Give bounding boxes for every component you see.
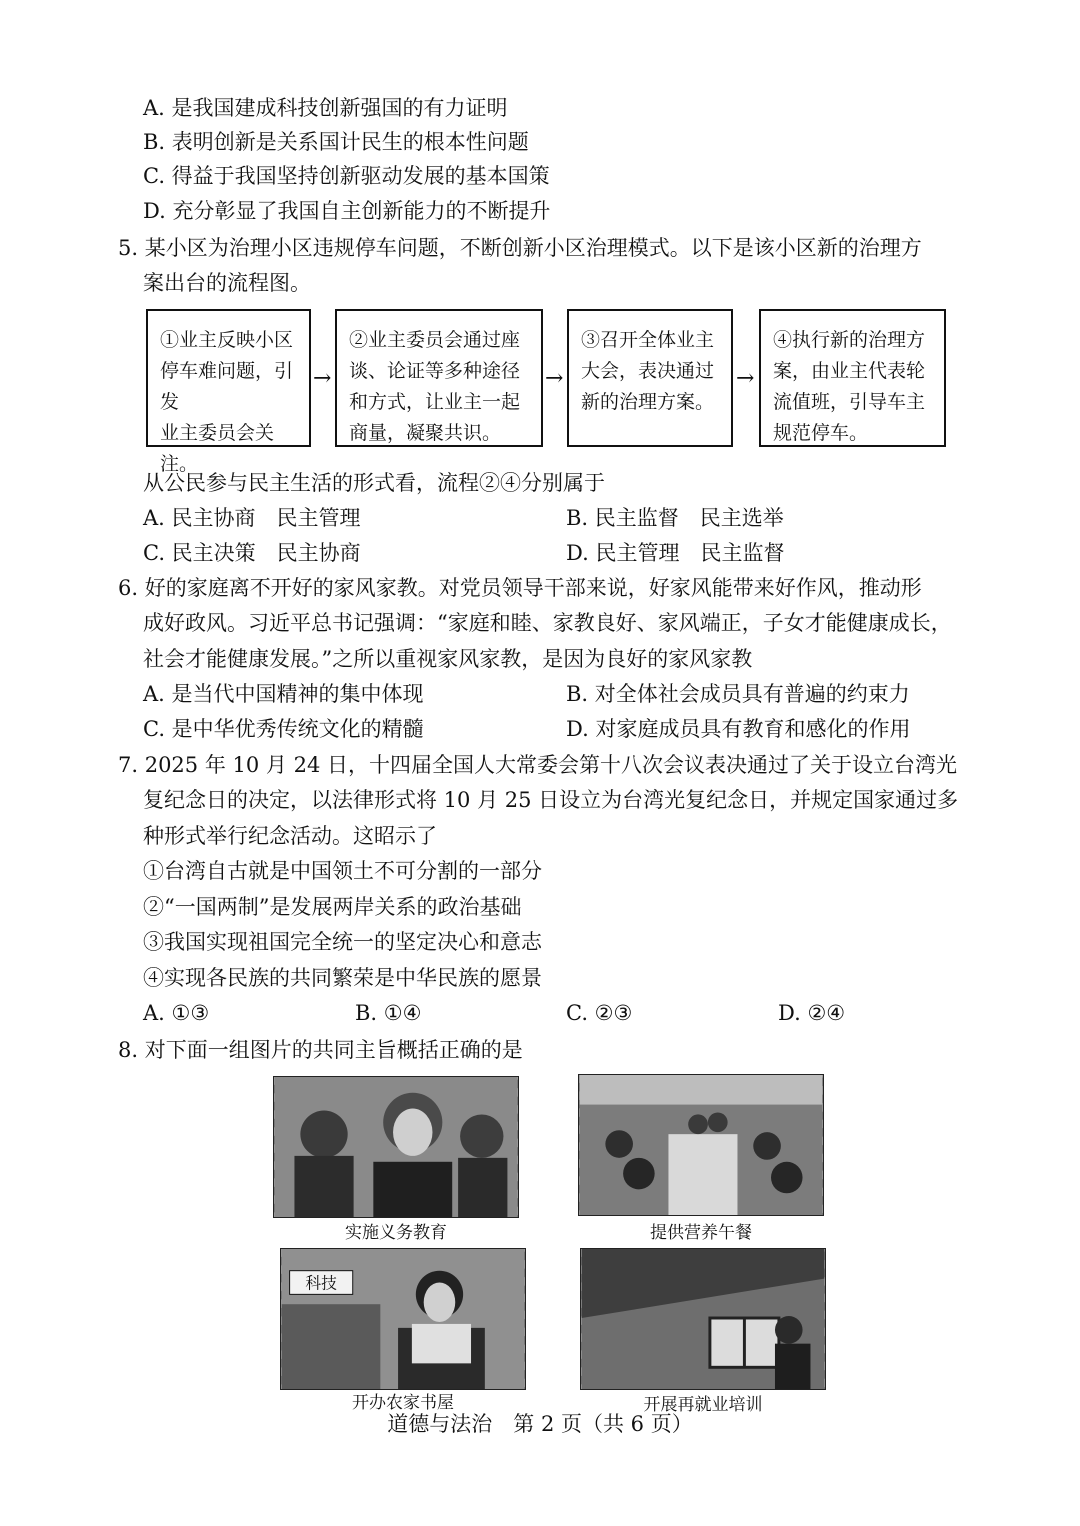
flow-arrow-3: → [736, 366, 755, 391]
q6-option-c: C. 是中华优秀传统文化的精髓 [143, 717, 424, 741]
q6-option-a: A. 是当代中国精神的集中体现 [143, 682, 424, 706]
q4-option-a: A. 是我国建成科技创新强国的有力证明 [143, 96, 508, 120]
q7-option-a: A. ①③ [143, 1001, 210, 1025]
photo-farm-library [280, 1248, 526, 1390]
q5-option-d: D. 民主管理 民主监督 [566, 541, 785, 565]
q4-option-c: C. 得益于我国坚持创新驱动发展的基本国策 [143, 164, 550, 188]
q7-statement-4: ④实现各民族的共同繁荣是中华民族的愿景 [143, 966, 542, 990]
q7-option-c: C. ②③ [566, 1001, 633, 1025]
q8-stem: 8. 对下面一组图片的共同主旨概括正确的是 [118, 1038, 523, 1062]
q7-stem-line3: 种形式举行纪念活动。这昭示了 [143, 824, 437, 848]
caption-compulsory-education: 实施义务教育 [345, 1223, 447, 1243]
q4-option-d: D. 充分彰显了我国自主创新能力的不断提升 [143, 199, 551, 223]
q7-stem-line1: 7. 2025 年 10 月 24 日，十四届全国人大常委会第十八次会议表决通过了关于设立台湾光 [118, 753, 957, 777]
q5-stem-line1: 5. 某小区为治理小区违规停车问题，不断创新小区治理模式。以下是该小区新的治理方 [118, 236, 922, 260]
q5-stem-line2: 案出台的流程图。 [143, 271, 311, 295]
q4-option-b: B. 表明创新是关系国计民生的根本性问题 [143, 130, 529, 154]
q5-option-b: B. 民主监督 民主选举 [566, 506, 784, 530]
flow-arrow-1: → [313, 366, 332, 391]
caption-farm-library: 开办农家书屋 [352, 1393, 454, 1413]
q7-stem-line2: 复纪念日的决定，以法律形式将 10 月 25 日设立为台湾光复纪念日，并规定国家通过多 [143, 788, 959, 812]
students-image [274, 1077, 518, 1217]
photo-students-classroom [273, 1076, 519, 1218]
q6-option-d: D. 对家庭成员具有教育和感化的作用 [566, 717, 911, 741]
q7-statement-1: ①台湾自古就是中国领土不可分割的一部分 [143, 859, 542, 883]
q5-question: 从公民参与民主生活的形式看，流程②④分别属于 [143, 471, 605, 495]
library-sign: 科技 [305, 1273, 337, 1293]
q5-option-c: C. 民主决策 民主协商 [143, 541, 361, 565]
library-image [281, 1249, 525, 1389]
q7-option-d: D. ②④ [778, 1001, 846, 1025]
photo-school-lunch [578, 1074, 824, 1216]
caption-reemployment-training: 开展再就业培训 [643, 1395, 763, 1415]
flow-step-3: ③召开全体业主 大会，表决通过 新的治理方案。 [567, 309, 733, 447]
q7-statement-2: ②“一国两制”是发展两岸关系的政治基础 [143, 895, 522, 919]
flow-step-2: ②业主委员会通过座 谈、论证等多种途径 和方式，让业主一起 商量，凝聚共识。 [335, 309, 543, 447]
caption-nutrition-lunch: 提供营养午餐 [650, 1223, 752, 1243]
flow-step-4: ④执行新的治理方 案，由业主代表轮 流值班，引导车主 规范停车。 [759, 309, 946, 447]
training-image [581, 1249, 825, 1389]
page-footer: 道德与法治 第 2 页（共 6 页） [387, 1412, 693, 1436]
q6-option-b: B. 对全体社会成员具有普遍的约束力 [566, 682, 910, 706]
q7-statement-3: ③我国实现祖国完全统一的坚定决心和意志 [143, 930, 542, 954]
q7-option-b: B. ①④ [355, 1001, 422, 1025]
q5-option-a: A. 民主协商 民主管理 [143, 506, 361, 530]
flow-step-1: ①业主反映小区 停车难问题，引发 业主委员会关注。 [146, 309, 311, 447]
photo-reemployment-training [580, 1248, 826, 1390]
q6-stem-line2: 成好政风。习近平总书记强调：“家庭和睦、家教良好、家风端正，子女才能健康成长， [143, 611, 952, 635]
q6-stem-line3: 社会才能健康发展。”之所以重视家风家教，是因为良好的家风家教 [143, 647, 753, 671]
lunch-image [579, 1075, 823, 1215]
q6-stem-line1: 6. 好的家庭离不开好的家风家教。对党员领导干部来说，好家风能带来好作风，推动形 [118, 576, 922, 600]
flow-arrow-2: → [545, 366, 564, 391]
